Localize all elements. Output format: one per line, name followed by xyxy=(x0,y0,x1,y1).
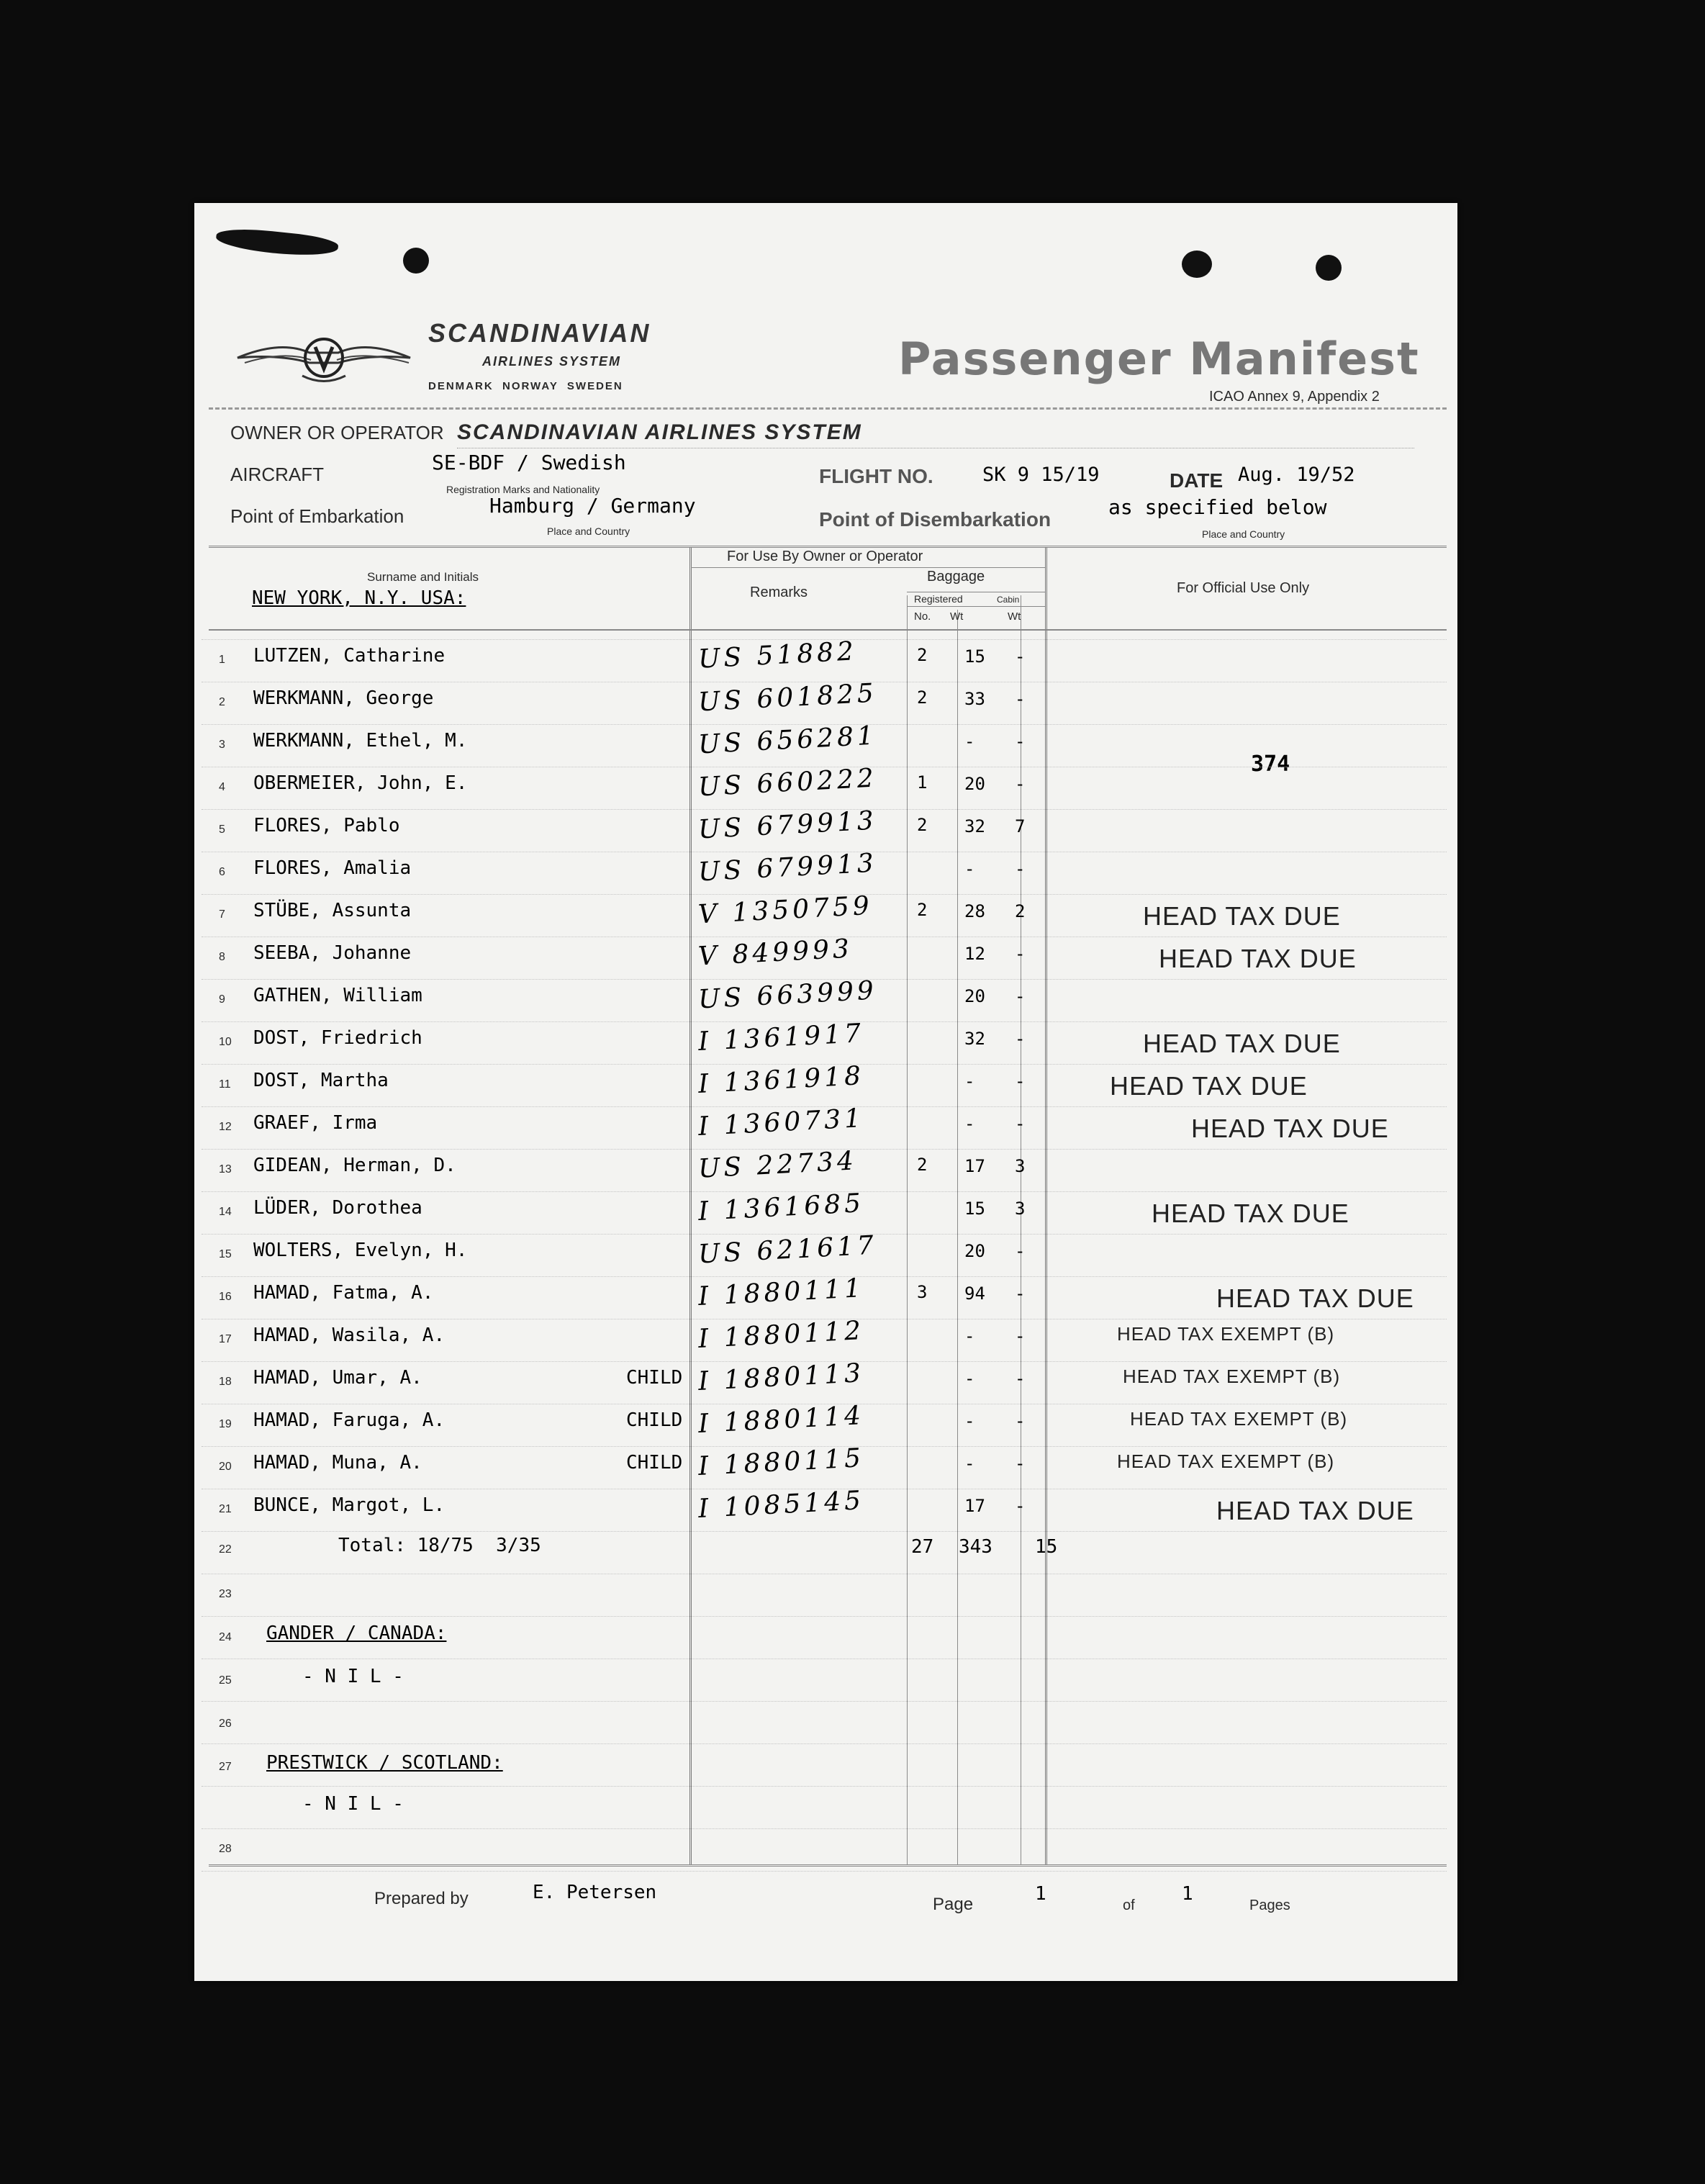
passport-remark: US 679913 xyxy=(697,806,878,845)
cabin-weight: - xyxy=(1015,944,1026,964)
cabin-weight: - xyxy=(1015,1241,1026,1261)
passenger-name: FLORES, Pablo xyxy=(253,815,400,836)
official-stamp: HEAD TAX EXEMPT (B) xyxy=(1130,1408,1348,1430)
bag-weight: 20 xyxy=(964,774,985,794)
passport-remark: I 1085145 xyxy=(697,1485,865,1525)
passenger-name: HAMAD, Umar, A. xyxy=(253,1367,422,1389)
no-header: No. xyxy=(914,610,931,623)
row-number: 2 xyxy=(219,696,225,708)
bag-count: 2 xyxy=(917,900,928,920)
passenger-name: WOLTERS, Evelyn, H. xyxy=(253,1240,468,1261)
row-number: 21 xyxy=(219,1503,232,1515)
row-rule xyxy=(202,1828,1447,1829)
date-label: DATE xyxy=(1170,469,1224,492)
pages-label: Pages xyxy=(1249,1898,1290,1913)
passport-remark: I 1880111 xyxy=(697,1273,865,1312)
disembarkation-caption: Place and Country xyxy=(1202,528,1285,540)
bag-count: 3 xyxy=(917,1282,928,1302)
punch-hole xyxy=(403,248,429,274)
table-top-border xyxy=(209,546,1447,548)
bag-count: 2 xyxy=(917,687,928,708)
punch-hole xyxy=(1316,255,1342,281)
passport-remark: I 1880113 xyxy=(697,1358,865,1397)
passenger-name: GRAEF, Irma xyxy=(253,1112,378,1134)
row-number: 15 xyxy=(219,1248,232,1260)
cabin-weight: 7 xyxy=(1015,816,1026,836)
bag-weight: - xyxy=(964,859,975,879)
passport-remark: US 656281 xyxy=(697,721,878,760)
row-number: 11 xyxy=(219,1078,231,1091)
prepared-by-label: Prepared by xyxy=(374,1889,469,1908)
bag-count: 2 xyxy=(917,1155,928,1175)
official-stamp: HEAD TAX DUE xyxy=(1152,1199,1349,1228)
nil-entry: - N I L - xyxy=(302,1666,404,1687)
airline-subname: AIRLINES SYSTEM xyxy=(482,354,622,369)
cabin-weight: - xyxy=(1015,774,1026,794)
official-stamp: HEAD TAX EXEMPT (B) xyxy=(1123,1366,1341,1387)
bag-weight: 33 xyxy=(964,689,985,709)
official-stamp: HEAD TAX EXEMPT (B) xyxy=(1117,1450,1335,1472)
row-number: 18 xyxy=(219,1376,232,1388)
manifest-sheet xyxy=(194,203,1457,1981)
col-divider-official xyxy=(1045,547,1047,1864)
row-number: 9 xyxy=(219,993,225,1006)
ink-smudge xyxy=(215,225,339,260)
bag-count: 2 xyxy=(917,645,928,665)
bag-weight: - xyxy=(964,1326,975,1346)
passenger-name: WERKMANN, George xyxy=(253,687,434,709)
page-label: Page xyxy=(933,1895,974,1914)
operator-use-header: For Use By Owner or Operator xyxy=(727,549,923,564)
passenger-name: GATHEN, William xyxy=(253,985,422,1006)
bag-weight: 17 xyxy=(964,1496,985,1516)
punch-hole xyxy=(1182,251,1212,278)
header-bottom-line xyxy=(209,629,1447,631)
baggage-header: Baggage xyxy=(927,569,985,585)
official-stamp-number: 374 xyxy=(1251,752,1290,777)
cabin-weight: - xyxy=(1015,1114,1026,1134)
flight-value: SK 9 15/19 xyxy=(982,464,1100,486)
passenger-name: HAMAD, Wasila, A. xyxy=(253,1325,446,1346)
official-stamp: HEAD TAX DUE xyxy=(1216,1496,1414,1525)
disembarkation-value: as specified below xyxy=(1108,495,1327,519)
passport-remark: I 1880112 xyxy=(697,1315,865,1355)
passenger-name: HAMAD, Faruga, A. xyxy=(253,1409,446,1431)
col-divider-remarks xyxy=(689,547,692,1864)
bag-weight: 20 xyxy=(964,1241,985,1261)
official-stamp: HEAD TAX DUE xyxy=(1159,944,1357,973)
passenger-name: WERKMANN, Ethel, M. xyxy=(253,730,468,752)
passport-remark: I 1361917 xyxy=(697,1018,865,1057)
col-divider-no xyxy=(907,595,908,1864)
row-number: 17 xyxy=(219,1333,232,1345)
bag-weight: 12 xyxy=(964,944,985,964)
cabin-weight: - xyxy=(1015,689,1026,709)
airline-logo xyxy=(230,318,417,397)
embarkation-caption: Place and Country xyxy=(547,525,630,537)
row-number: 22 xyxy=(219,1543,232,1556)
row-number: 8 xyxy=(219,951,225,963)
official-use-header: For Official Use Only xyxy=(1177,580,1310,596)
row-number: 6 xyxy=(219,866,225,878)
totals-label: Total: 18/75 3/35 xyxy=(338,1535,541,1556)
row-number: 5 xyxy=(219,823,225,836)
prepared-by-value: E. Petersen xyxy=(533,1882,657,1903)
row-number: 25 xyxy=(219,1674,232,1687)
cabin-weight: - xyxy=(1015,1496,1026,1516)
passenger-name: HAMAD, Muna, A. xyxy=(253,1452,422,1474)
cabin-weight: - xyxy=(1015,646,1026,667)
cabin-weight: - xyxy=(1015,1029,1026,1049)
page-total: 1 xyxy=(1182,1883,1193,1905)
passport-remark: US 621617 xyxy=(697,1230,878,1270)
row-number: 13 xyxy=(219,1163,232,1176)
row-rule xyxy=(202,1871,1447,1872)
cabin-weight: 2 xyxy=(1015,901,1026,921)
row-number: 16 xyxy=(219,1291,232,1303)
totals-cabin-weight: 15 xyxy=(1035,1536,1058,1558)
date-value: Aug. 19/52 xyxy=(1238,464,1355,486)
cabin-weight: - xyxy=(1015,731,1026,752)
row-rule xyxy=(202,1786,1447,1787)
cabin-weight: - xyxy=(1015,1368,1026,1389)
child-marker: CHILD xyxy=(626,1367,683,1389)
official-stamp: HEAD TAX DUE xyxy=(1191,1114,1389,1143)
row-number: 14 xyxy=(219,1206,232,1218)
aircraft-caption: Registration Marks and Nationality xyxy=(446,484,600,495)
owner-value: SCANDINAVIAN AIRLINES SYSTEM xyxy=(457,420,862,444)
icao-reference: ICAO Annex 9, Appendix 2 xyxy=(1209,389,1380,405)
official-stamp: HEAD TAX DUE xyxy=(1110,1071,1308,1101)
passport-remark: US 22734 xyxy=(697,1146,858,1184)
page-number: 1 xyxy=(1035,1883,1046,1905)
cabin-weight: - xyxy=(1015,1071,1026,1091)
bag-weight: - xyxy=(964,1368,975,1389)
bag-weight: 32 xyxy=(964,1029,985,1049)
embarkation-label: Point of Embarkation xyxy=(230,505,404,527)
child-marker: CHILD xyxy=(626,1409,683,1431)
passport-remark: US 51882 xyxy=(697,636,858,674)
totals-weight: 343 xyxy=(959,1536,992,1558)
official-stamp: HEAD TAX DUE xyxy=(1143,1029,1341,1058)
cabin-weight: - xyxy=(1015,1326,1026,1346)
bag-weight: - xyxy=(964,1453,975,1474)
passport-remark: I 1880115 xyxy=(697,1443,865,1482)
owner-label: OWNER OR OPERATOR xyxy=(230,422,444,443)
row-rule xyxy=(202,1531,1447,1532)
bag-weight: 20 xyxy=(964,986,985,1006)
row-number: 23 xyxy=(219,1588,232,1600)
bag-weight: 15 xyxy=(964,646,985,667)
stop-heading: GANDER / CANADA: xyxy=(266,1623,447,1644)
row-number: 28 xyxy=(219,1843,232,1855)
cabin-weight: 3 xyxy=(1015,1156,1026,1176)
surname-header: Surname and Initials xyxy=(367,570,479,584)
of-label: of xyxy=(1123,1898,1135,1913)
official-stamp: HEAD TAX DUE xyxy=(1216,1283,1414,1313)
bag-weight: 17 xyxy=(964,1156,985,1176)
bag-weight: - xyxy=(964,1114,975,1134)
row-number: 1 xyxy=(219,654,225,666)
passenger-name: DOST, Martha xyxy=(253,1070,389,1091)
passenger-name: LÜDER, Dorothea xyxy=(253,1197,422,1219)
cabin-weight: - xyxy=(1015,986,1026,1006)
row-number: 26 xyxy=(219,1718,232,1730)
cabin-wt-header: Wt xyxy=(1008,610,1021,623)
bag-weight: 15 xyxy=(964,1199,985,1219)
row-number: 3 xyxy=(219,739,225,751)
row-number: 27 xyxy=(219,1761,232,1773)
bag-count: 1 xyxy=(917,772,928,793)
flight-label: FLIGHT NO. xyxy=(819,465,933,487)
airline-countries: DENMARK NORWAY SWEDEN xyxy=(428,380,623,392)
bag-weight: 94 xyxy=(964,1283,985,1304)
stop-heading: PRESTWICK / SCOTLAND: xyxy=(266,1752,503,1774)
cabin-weight: - xyxy=(1015,1283,1026,1304)
bag-weight: 28 xyxy=(964,901,985,921)
passenger-name: BUNCE, Margot, L. xyxy=(253,1494,446,1516)
passport-remark: US 660222 xyxy=(697,763,878,803)
child-marker: CHILD xyxy=(626,1452,683,1474)
passenger-name: LUTZEN, Catharine xyxy=(253,645,446,667)
passenger-name: GIDEAN, Herman, D. xyxy=(253,1155,456,1176)
row-number: 4 xyxy=(219,781,225,793)
row-number: 19 xyxy=(219,1418,232,1430)
wt-header: Wt xyxy=(950,610,964,623)
passport-remark: US 601825 xyxy=(697,678,878,718)
row-number: 10 xyxy=(219,1036,232,1048)
bag-weight: - xyxy=(964,1071,975,1091)
cabin-header: Cabin xyxy=(997,595,1020,605)
passport-remark: US 679913 xyxy=(697,848,878,888)
bag-count: 2 xyxy=(917,815,928,835)
bag-weight: 32 xyxy=(964,816,985,836)
disembarkation-label: Point of Disembarkation xyxy=(819,508,1052,531)
row-number: 20 xyxy=(219,1461,232,1473)
remarks-header: Remarks xyxy=(750,585,808,600)
passport-remark: V 849993 xyxy=(697,934,854,972)
passenger-name: SEEBA, Johanne xyxy=(253,942,412,964)
passenger-name: OBERMEIER, John, E. xyxy=(253,772,468,794)
passport-remark: I 1880114 xyxy=(697,1400,865,1440)
cabin-weight: - xyxy=(1015,859,1026,879)
row-rule xyxy=(202,1743,1447,1744)
row-number: 24 xyxy=(219,1631,232,1643)
row-number: 12 xyxy=(219,1121,232,1133)
row-number: 7 xyxy=(219,908,225,921)
registered-header: Registered xyxy=(914,593,963,605)
nil-entry: - N I L - xyxy=(302,1793,404,1815)
cabin-weight: - xyxy=(1015,1453,1026,1474)
passenger-name: FLORES, Amalia xyxy=(253,857,412,879)
official-stamp: HEAD TAX EXEMPT (B) xyxy=(1117,1323,1335,1345)
cabin-weight: - xyxy=(1015,1411,1026,1431)
bag-weight: - xyxy=(964,1411,975,1431)
row-rule xyxy=(202,1616,1447,1617)
passport-remark: US 663999 xyxy=(697,975,878,1015)
row-rule xyxy=(202,1701,1447,1702)
col-divider-wt xyxy=(957,610,958,1864)
passenger-name: DOST, Friedrich xyxy=(253,1027,422,1049)
destination-header: NEW YORK, N.Y. USA: xyxy=(252,587,466,609)
header-divider xyxy=(209,407,1447,410)
passport-remark: I 1361685 xyxy=(697,1188,865,1227)
passenger-name: STÜBE, Assunta xyxy=(253,900,412,921)
registered-header-line xyxy=(907,606,1045,607)
cabin-weight: 3 xyxy=(1015,1199,1026,1219)
passport-remark: I 1361918 xyxy=(697,1060,865,1100)
passport-remark: I 1360731 xyxy=(697,1103,865,1142)
operator-header-line xyxy=(691,567,1045,568)
table-bottom-border xyxy=(209,1864,1447,1867)
airline-name: SCANDINAVIAN xyxy=(428,318,651,348)
passport-remark: V 1350759 xyxy=(697,890,874,930)
aircraft-label: AIRCRAFT xyxy=(230,464,324,485)
passenger-name: HAMAD, Fatma, A. xyxy=(253,1282,434,1304)
official-stamp: HEAD TAX DUE xyxy=(1143,901,1341,931)
page-title: Passenger Manifest xyxy=(898,333,1420,385)
aircraft-value: SE-BDF / Swedish xyxy=(432,451,626,474)
totals-count: 27 xyxy=(911,1536,934,1558)
bag-weight: - xyxy=(964,731,975,752)
embarkation-value: Hamburg / Germany xyxy=(489,494,696,518)
